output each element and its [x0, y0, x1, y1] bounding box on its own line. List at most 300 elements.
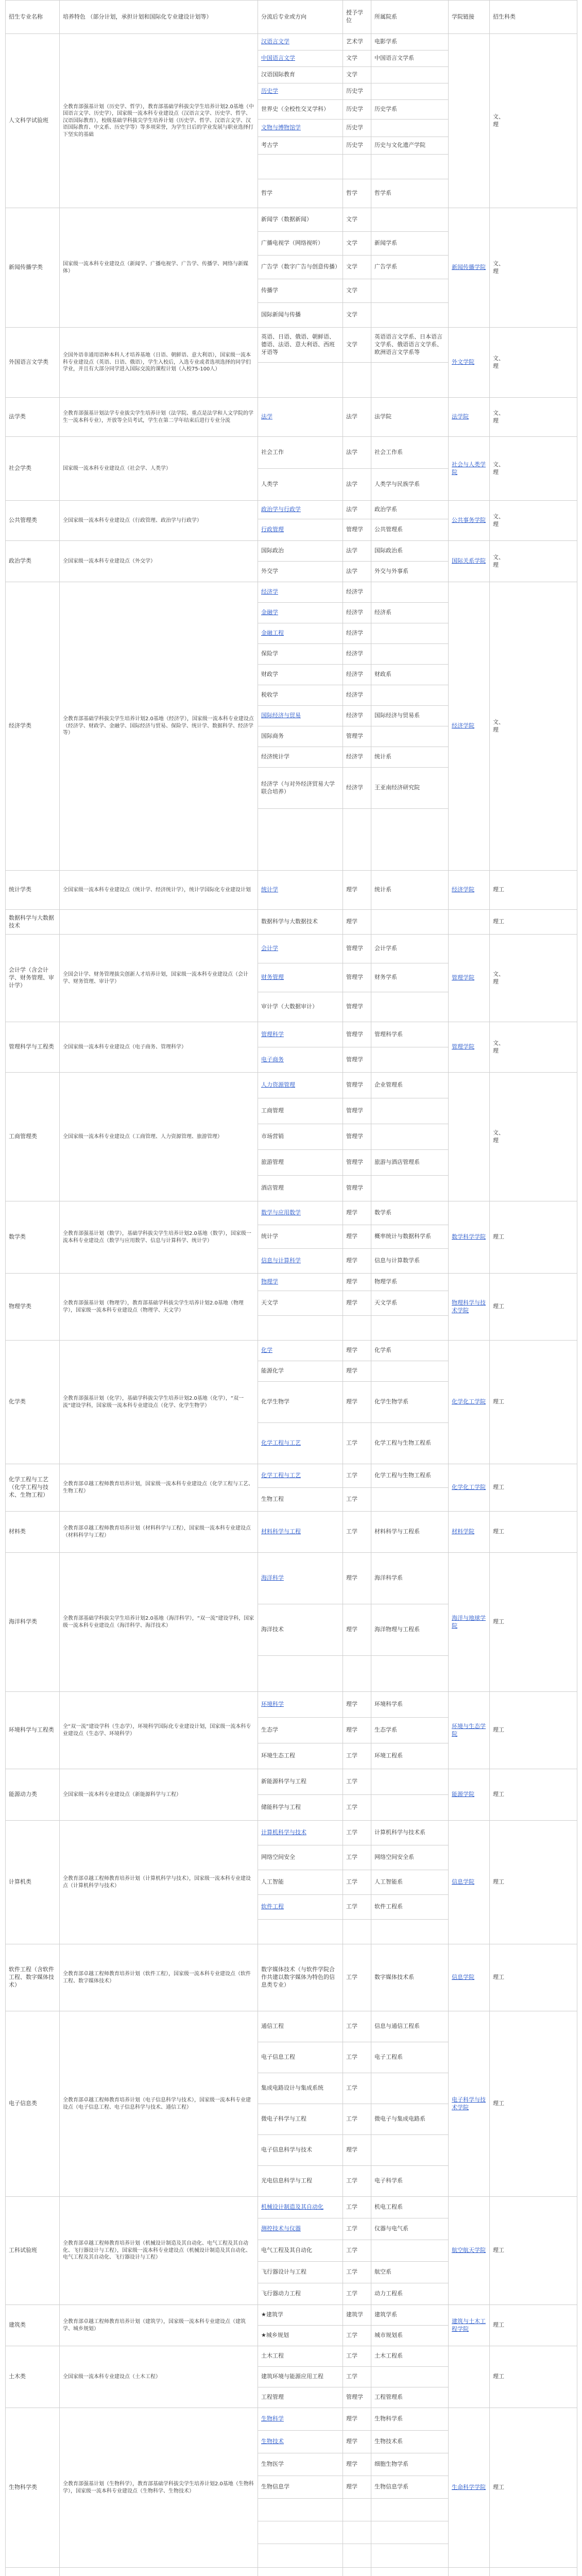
- major-cell: [258, 437, 343, 469]
- major-cell: [258, 1870, 343, 1895]
- department-cell: 数学系: [371, 1201, 449, 1225]
- degree-cell: 管理学: [343, 963, 371, 992]
- major-link[interactable]: 行政管理: [261, 526, 284, 533]
- college-link[interactable]: 国际关系学院: [452, 557, 486, 565]
- department-cell: 土木工程系: [371, 2346, 449, 2367]
- major-label: 哲学: [261, 190, 272, 197]
- college-link[interactable]: 经济学院: [452, 886, 474, 893]
- degree-cell: 工学: [343, 2346, 371, 2367]
- college-link[interactable]: 化学化工学院: [452, 1398, 486, 1405]
- degree-cell: 管理学: [343, 1124, 371, 1150]
- college-link[interactable]: 信息学院: [452, 1974, 474, 1981]
- major-label: 英语、日语、俄语、朝鲜语、德语、法语、意大利语、西班牙语等: [261, 333, 335, 355]
- major-link[interactable]: 机械设计制造及其自动化: [261, 2204, 323, 2211]
- department-cell: 哲学系: [371, 179, 449, 208]
- major-link[interactable]: 统计学: [261, 886, 278, 893]
- department-cell: 生物科学系: [371, 2408, 449, 2431]
- major-link[interactable]: 历史学: [261, 88, 278, 95]
- description-cell: 国家级一流本科专业建设点（新闻学、广播电视学、广告学、传播学、网络与新媒体）: [60, 208, 258, 328]
- description-cell: 全国家级一流本科专业建设点（电子商务、管理科学）: [60, 1022, 258, 1073]
- major-label: 建筑环境与能源应用工程: [261, 2373, 323, 2380]
- department-cell: 财务学系: [371, 963, 449, 992]
- degree-cell: 理学: [343, 2431, 371, 2453]
- category-cell: 公共管理类: [6, 501, 60, 541]
- track-cell: 理工: [490, 1274, 577, 1341]
- degree-cell: [343, 1920, 371, 1944]
- major-link[interactable]: 金融工程: [261, 630, 284, 637]
- major-cell: [258, 2326, 343, 2346]
- major-cell: [258, 1944, 343, 2011]
- major-label: 人工智能: [261, 1878, 284, 1886]
- degree-cell: 工学: [343, 2166, 371, 2197]
- table-body: [6, 34, 577, 2576]
- degree-cell: 文学: [343, 232, 371, 256]
- college-link[interactable]: 建筑与土木工程学院: [452, 2317, 486, 2332]
- degree-cell: [343, 155, 371, 179]
- link-cell: [449, 2011, 490, 2197]
- major-cell: [258, 2042, 343, 2073]
- degree-cell: 法学: [343, 541, 371, 562]
- table-row: [6, 34, 577, 50]
- category-cell: 新闻传播学类: [6, 208, 60, 328]
- degree-cell: 文学: [343, 328, 371, 363]
- major-label: 传播学: [261, 287, 278, 294]
- department-cell: [371, 1769, 449, 1795]
- department-cell: 计算机科学与技术系: [371, 1821, 449, 1845]
- major-label: 新能源科学与工程: [261, 1778, 306, 1785]
- category-cell: 环境科学与工程类: [6, 1692, 60, 1769]
- table-row: [6, 582, 577, 603]
- degree-cell: 文学: [343, 208, 371, 232]
- link-cell: [449, 2408, 490, 2568]
- link-cell: [449, 871, 490, 910]
- degree-cell: 工学: [343, 1464, 371, 1488]
- degree-cell: 理学: [343, 1225, 371, 1249]
- major-cell: [258, 910, 343, 935]
- department-cell: [371, 120, 449, 137]
- major-label: 化学生物学: [261, 1398, 289, 1405]
- college-link[interactable]: 物理科学与技术学院: [452, 1299, 486, 1314]
- category-cell: 化学工程与工艺（化学工程与技术、生物工程）: [6, 1464, 60, 1512]
- college-link[interactable]: 化学化工学院: [452, 1484, 486, 1491]
- major-link[interactable]: 数学与应用数学: [261, 1209, 301, 1216]
- link-cell: [449, 2346, 490, 2408]
- degree-cell: [343, 2499, 371, 2521]
- degree-cell: 历史学: [343, 137, 371, 155]
- description-cell: 全国会计学、财务管理拔尖创新人才培养计划，国家级一流本科专业建设点（会计学、财务管理、审计学）: [60, 935, 258, 1022]
- college-link[interactable]: 法学院: [452, 413, 469, 420]
- degree-cell: 艺术学: [343, 34, 371, 50]
- category-cell: 外国语言文学类: [6, 328, 60, 398]
- major-link[interactable]: 软件工程: [261, 1903, 284, 1910]
- degree-cell: 工学: [343, 1895, 371, 1920]
- degree-cell: [343, 1316, 371, 1341]
- department-cell: [371, 155, 449, 179]
- description-cell: 全教育部强基计划（化学），基础学科拔尖学生培养计划2.0基地（化学），“双一流”建设学科，国家级一流本科专业建设点（化学、化学生物学）: [60, 1341, 258, 1464]
- major-link[interactable]: 化学工程与工艺: [261, 1439, 301, 1447]
- category-cell: 社会学类: [6, 437, 60, 501]
- college-link[interactable]: 经济学院: [452, 722, 474, 730]
- department-cell: 海洋物理与工程系: [371, 1604, 449, 1656]
- degree-cell: 文学: [343, 303, 371, 328]
- track-cell: 理工: [490, 2408, 577, 2568]
- major-cell: [258, 644, 343, 665]
- header-major: 分流后专业或方向: [258, 1, 343, 34]
- major-label: 电子信息工程: [261, 2054, 295, 2061]
- degree-cell: 工学: [343, 1944, 371, 2011]
- degree-cell: 文学: [343, 67, 371, 83]
- major-cell: [258, 603, 343, 623]
- major-label: 外交学: [261, 568, 278, 575]
- degree-cell: 管理学: [343, 1047, 371, 1073]
- category-cell: 土木类: [6, 2346, 60, 2408]
- table-row: [6, 1274, 577, 1291]
- major-link[interactable]: 财务管理: [261, 974, 284, 981]
- department-cell: [371, 2073, 449, 2104]
- major-cell: [258, 1656, 343, 1692]
- department-cell: [371, 1795, 449, 1821]
- table-row: [6, 437, 577, 469]
- degree-cell: 管理学: [343, 726, 371, 747]
- major-cell: [258, 1022, 343, 1047]
- department-cell: [371, 2499, 449, 2521]
- college-link[interactable]: 数学科学学院: [452, 1233, 486, 1241]
- department-cell: 建筑学系: [371, 2305, 449, 2326]
- description-cell: [60, 910, 258, 935]
- major-cell: [258, 363, 343, 398]
- department-cell: 化学工程与生物工程系: [371, 1423, 449, 1464]
- description-cell: 全国外语非通用语种本科人才培养基地（日语、朝鲜语、意大利语），国家级一流本科专业建设点（英语、日语、俄语），学生入校后，入选专业或者选项选择的同学们学业，并且有大部分同学进入国际交流的课程计划（入校75-100人）: [60, 328, 258, 398]
- major-label: 人类学: [261, 481, 278, 488]
- table-row: [6, 208, 577, 232]
- description-cell: 全国家级一流本科专业建设点（行政管理、政治学与行政学）: [60, 501, 258, 541]
- degree-cell: 法学: [343, 437, 371, 469]
- major-label: 工程管理: [261, 2394, 284, 2401]
- major-link[interactable]: 汉语言文学: [261, 38, 289, 45]
- department-cell: 人工智能系: [371, 1870, 449, 1895]
- department-cell: [371, 279, 449, 303]
- major-cell: [258, 871, 343, 910]
- degree-cell: [343, 2521, 371, 2544]
- major-link[interactable]: 测控技术与仪器: [261, 2225, 301, 2232]
- link-cell: [449, 1821, 490, 1944]
- description-cell: 全教育部卓越工程师教育培养计划（计算机科学与技术），国家级一流本科专业建设点（计算机科学与技术）: [60, 1821, 258, 1944]
- department-cell: [371, 1920, 449, 1944]
- major-link[interactable]: 化学: [261, 1347, 272, 1354]
- header-department: 所属院系: [371, 1, 449, 34]
- major-label: 工商管理: [261, 1107, 284, 1114]
- department-cell: 物理学系: [371, 1274, 449, 1291]
- department-cell: [371, 1316, 449, 1341]
- major-cell: [258, 2073, 343, 2104]
- major-link[interactable]: 海洋科学: [261, 1574, 284, 1582]
- category-cell: 生物科学类: [6, 2408, 60, 2568]
- major-link[interactable]: 物理学: [261, 1278, 278, 1285]
- major-cell: [258, 582, 343, 603]
- table-row: [6, 541, 577, 562]
- department-cell: 电子工程系: [371, 2042, 449, 2073]
- track-cell: 文、 理: [490, 328, 577, 398]
- degree-cell: 工学: [343, 2104, 371, 2135]
- degree-cell: 理学: [343, 1718, 371, 1743]
- college-link[interactable]: 外文学院: [452, 359, 474, 366]
- major-cell: [258, 1201, 343, 1225]
- major-label: 集成电路设计与集成系统: [261, 2084, 323, 2092]
- college-link[interactable]: 生命科学学院: [452, 2484, 486, 2491]
- major-link[interactable]: 政治学与行政学: [261, 506, 301, 513]
- major-link[interactable]: 中国语言文学: [261, 55, 295, 62]
- college-link[interactable]: 管理学院: [452, 1043, 474, 1050]
- major-cell: [258, 768, 343, 809]
- category-cell: 电子信息类: [6, 2011, 60, 2197]
- department-cell: [371, 1361, 449, 1382]
- track-cell: 文、 理: [490, 1073, 577, 1201]
- major-cell: [258, 398, 343, 437]
- major-cell: [258, 1291, 343, 1316]
- major-cell: [258, 541, 343, 562]
- degree-cell: 工学: [343, 1795, 371, 1821]
- track-cell: 理工: [490, 1512, 577, 1553]
- major-label: 保险学: [261, 650, 278, 657]
- major-link[interactable]: 文物与博物馆学: [261, 124, 301, 131]
- degree-cell: 工学: [343, 1845, 371, 1870]
- college-link[interactable]: 环境与生态学院: [452, 1722, 486, 1737]
- major-label: 通信工程: [261, 2023, 284, 2030]
- major-cell: [258, 1920, 343, 1944]
- link-cell: [449, 34, 490, 208]
- major-link[interactable]: 法学: [261, 413, 272, 420]
- department-cell: 生态学系: [371, 1718, 449, 1743]
- department-cell: [371, 2521, 449, 2544]
- department-cell: 化学生物学系: [371, 1382, 449, 1423]
- track-cell: 理工: [490, 1821, 577, 1944]
- college-link[interactable]: 材料学院: [452, 1528, 474, 1535]
- description-cell: 全教育部基础学科拔尖学生培养计划2.0基地（海洋科学），“双一流”建设学科，国家级一流本科专业建设点（海洋科学、海洋技术）: [60, 1553, 258, 1692]
- degree-cell: 工学: [343, 1423, 371, 1464]
- major-cell: [258, 992, 343, 1022]
- category-cell: 数学类: [6, 1201, 60, 1274]
- major-link[interactable]: 管理科学: [261, 1030, 284, 1038]
- department-cell: 法学院: [371, 398, 449, 437]
- college-link[interactable]: 航空航天学院: [452, 2247, 486, 2254]
- college-link[interactable]: 社会与人类学院: [452, 461, 486, 476]
- degree-cell: 工学: [343, 2197, 371, 2218]
- degree-cell: 管理学: [343, 1098, 371, 1124]
- major-cell: [258, 1743, 343, 1769]
- degree-cell: 工学: [343, 1512, 371, 1553]
- track-cell: 理工: [490, 2305, 577, 2346]
- degree-cell: 管理学: [343, 1150, 371, 1176]
- major-cell: [258, 1176, 343, 1201]
- category-cell: 政治学类: [6, 541, 60, 582]
- degree-cell: 工学: [343, 1870, 371, 1895]
- degree-cell: 哲学: [343, 179, 371, 208]
- department-cell: [371, 1176, 449, 1201]
- department-cell: 信息与通信工程系: [371, 2011, 449, 2042]
- department-cell: [371, 83, 449, 100]
- major-link[interactable]: 生物科学: [261, 2415, 284, 2422]
- degree-cell: 理学: [343, 1341, 371, 1361]
- major-link[interactable]: 环境科学: [261, 1701, 284, 1708]
- major-cell: [258, 2431, 343, 2453]
- track-cell: 理工: [490, 910, 577, 935]
- majors-table: [5, 0, 577, 2576]
- department-cell: [371, 910, 449, 935]
- link-cell: [449, 582, 490, 871]
- department-cell: 政治学系: [371, 501, 449, 519]
- college-link[interactable]: 海洋与地球学院: [452, 1614, 486, 1629]
- major-cell: [258, 2476, 343, 2499]
- major-link[interactable]: 人力资源管理: [261, 1081, 295, 1089]
- description-cell: 全教育部强基计划（生物科学），教育部基础学科拔尖学生培养计划2.0基地（生物科学），国家级一流本科专业建设点（生物科学、生物技术）: [60, 2408, 258, 2568]
- degree-cell: 工学: [343, 2367, 371, 2387]
- department-cell: [371, 67, 449, 83]
- major-link[interactable]: 生物技术: [261, 2438, 284, 2445]
- major-link[interactable]: 会计学: [261, 945, 278, 952]
- table-row: [6, 1464, 577, 1488]
- college-link[interactable]: 能源学院: [452, 1791, 474, 1798]
- college-link[interactable]: 公共事务学院: [452, 517, 486, 524]
- track-cell: 文、 理: [490, 501, 577, 541]
- major-label: 旅游管理: [261, 1159, 284, 1166]
- major-label: 生物工程: [261, 1496, 284, 1503]
- major-link[interactable]: 材料科学与工程: [261, 1528, 301, 1535]
- major-cell: [258, 685, 343, 706]
- header-category: 招生专业名称: [6, 1, 60, 34]
- department-cell: 细胞生物学系: [371, 2453, 449, 2476]
- degree-cell: 工学: [343, 1488, 371, 1512]
- major-cell: [258, 747, 343, 768]
- major-cell: [258, 1821, 343, 1845]
- link-cell: [449, 2305, 490, 2346]
- major-cell: [258, 1073, 343, 1098]
- category-cell: 管理科学与工程类: [6, 1022, 60, 1073]
- college-link[interactable]: 电子科学与技术学院: [452, 2096, 486, 2111]
- degree-cell: 经济学: [343, 603, 371, 623]
- description-cell: [60, 2568, 258, 2576]
- major-cell: [258, 100, 343, 120]
- major-cell: [258, 2218, 343, 2240]
- category-cell: 计算机类: [6, 1821, 60, 1944]
- major-link[interactable]: 化学工程与工艺: [261, 1472, 301, 1479]
- degree-cell: 法学: [343, 562, 371, 582]
- degree-cell: 经济学: [343, 768, 371, 809]
- major-link[interactable]: 经济学: [261, 588, 278, 596]
- table-row: [6, 2011, 577, 2042]
- department-cell: 新闻学系: [371, 232, 449, 256]
- link-cell: [449, 1022, 490, 1073]
- department-cell: [371, 1656, 449, 1692]
- description-cell: 全教育部卓越工程师教育培养计划（软件工程），国家级一流本科专业建设点（软件工程、数字媒体技术）: [60, 1944, 258, 2011]
- major-cell: [258, 726, 343, 747]
- major-label: 微电子科学与工程: [261, 2115, 306, 2123]
- degree-cell: 理学: [343, 2135, 371, 2166]
- major-link[interactable]: 国际经济与贸易: [261, 712, 301, 719]
- table-header-row: [6, 1, 577, 34]
- major-label: 考古学: [261, 142, 278, 149]
- major-link[interactable]: 计算机科学与技术: [261, 1829, 306, 1836]
- degree-cell: 管理学: [343, 935, 371, 963]
- category-cell: 工科试验班: [6, 2197, 60, 2305]
- degree-cell: 工学: [343, 2011, 371, 2042]
- college-link[interactable]: 新闻传播学院: [452, 264, 486, 271]
- major-cell: [258, 1150, 343, 1176]
- major-cell: [258, 809, 343, 871]
- department-cell: 统计系: [371, 871, 449, 910]
- table-row: [6, 1341, 577, 1361]
- major-link[interactable]: 电子商务: [261, 1056, 284, 1063]
- description-cell: 全教育部卓越工程师教育培养计划（材料科学与工程），国家级一流本科专业建设点（材料科学与工程）: [60, 1512, 258, 1553]
- table-row: [6, 2305, 577, 2326]
- major-cell: [258, 279, 343, 303]
- track-cell: 文、 理: [490, 1022, 577, 1073]
- major-label: 市场营销: [261, 1133, 284, 1140]
- major-cell: [258, 2197, 343, 2218]
- track-cell: 文、 理: [490, 208, 577, 328]
- degree-cell: 理学: [343, 2453, 371, 2476]
- major-label: 储能科学与工程: [261, 1804, 301, 1811]
- table-row: [6, 328, 577, 363]
- major-cell: [258, 935, 343, 963]
- major-cell: [258, 501, 343, 519]
- college-link[interactable]: 管理学院: [452, 974, 474, 981]
- link-cell: [449, 1341, 490, 1464]
- header-description: 培养特色 （部分计划，承担计划和国际化专业建设计划等）: [60, 1, 258, 34]
- link-cell: [449, 1073, 490, 1201]
- link-cell: [449, 910, 490, 935]
- table-row: [6, 398, 577, 437]
- link-cell: [449, 1201, 490, 1274]
- degree-cell: 经济学: [343, 706, 371, 726]
- major-cell: [258, 2135, 343, 2166]
- table-row: [6, 910, 577, 935]
- department-cell: 概率统计与数据科学系: [371, 1225, 449, 1249]
- department-cell: 仪器与电气系: [371, 2218, 449, 2240]
- major-label: 生物信息学: [261, 2483, 289, 2490]
- major-cell: [258, 256, 343, 279]
- major-cell: [258, 1604, 343, 1656]
- category-cell: 海洋科学类: [6, 1553, 60, 1692]
- degree-cell: 工学: [343, 2283, 371, 2305]
- link-cell: [449, 208, 490, 328]
- link-cell: [449, 1274, 490, 1341]
- major-label: 能源化学: [261, 1367, 284, 1375]
- department-cell: 历史与文化遗产学院: [371, 137, 449, 155]
- major-link[interactable]: 信息与计算科学: [261, 1257, 301, 1264]
- department-cell: [371, 2135, 449, 2166]
- degree-cell: 工学: [343, 1743, 371, 1769]
- major-cell: [258, 1225, 343, 1249]
- category-cell: 法学类: [6, 398, 60, 437]
- degree-cell: 理学: [343, 1382, 371, 1423]
- table-row: [6, 1821, 577, 1845]
- major-cell: [258, 137, 343, 155]
- major-link[interactable]: 金融学: [261, 609, 278, 616]
- department-cell: 环境科学系: [371, 1692, 449, 1718]
- link-cell: [449, 1769, 490, 1821]
- degree-cell: 工学: [343, 2073, 371, 2104]
- degree-cell: 管理学: [343, 519, 371, 541]
- major-cell: [258, 1341, 343, 1361]
- degree-cell: [343, 2544, 371, 2568]
- college-link[interactable]: 信息学院: [452, 1878, 474, 1886]
- major-cell: [258, 1488, 343, 1512]
- link-cell: [449, 1464, 490, 1512]
- department-cell: 历史学系: [371, 100, 449, 120]
- table-row: [6, 1022, 577, 1047]
- category-cell: 统计学类: [6, 871, 60, 910]
- description-cell: 全教育部强基计划法学专业拔尖学生培养计划（法学院、重点是法学和人文学院的学生一流本科专业），开放等全员考试，学生在第二学年结束后进行专业分流: [60, 398, 258, 437]
